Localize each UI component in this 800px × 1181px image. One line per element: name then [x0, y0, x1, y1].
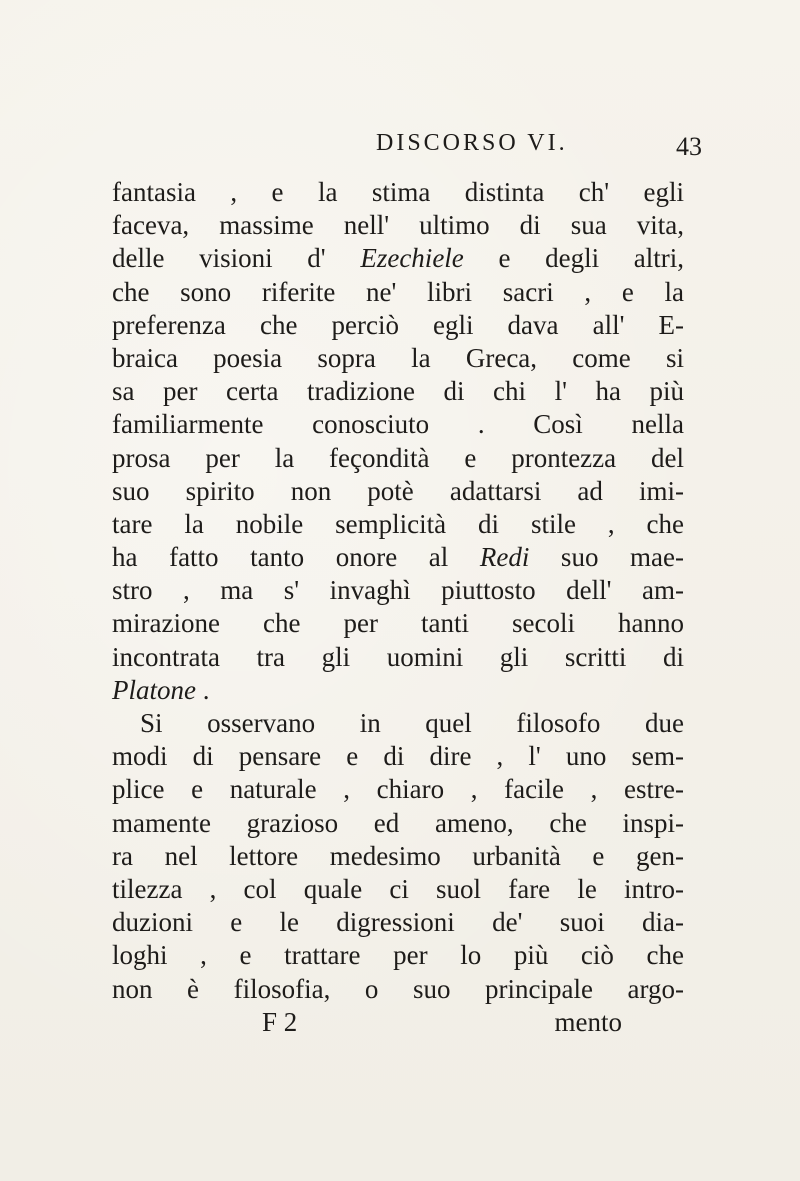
text-line: mirazione che per tanti secoli hanno	[112, 608, 684, 639]
text-line: fantasia , e la stima distinta ch' egli	[112, 177, 684, 207]
text-line	[112, 674, 684, 707]
text-line: stro , ma s' invaghì piuttosto dell' am-	[112, 575, 684, 606]
italic-name: Ezechiele	[360, 243, 464, 274]
text-run: delle visioni d'	[112, 243, 361, 274]
text-line: prosa per la feçondità e prontezza del	[112, 442, 684, 473]
text-line: sa per certa tradizione di chi l' ha più	[112, 376, 684, 407]
text-line: incontrata tra gli uomini gli scritti di	[112, 641, 684, 672]
text-run: suo mae-	[529, 542, 684, 573]
paragraph-start-line: Si osservano in quel filosofo due	[140, 708, 684, 738]
page-number: 43	[676, 132, 702, 161]
text-line: faceva, massime nell' ultimo di sua vita,	[112, 210, 684, 241]
text-line	[112, 541, 684, 574]
text-line: che sono riferite ne' libri sacri , e la	[112, 276, 684, 307]
text-run: ha fatto tanto onore al	[112, 542, 480, 573]
catchword: mento	[554, 1006, 622, 1037]
text-line: modi di pensare e di dire , l' uno sem-	[112, 741, 684, 772]
text-line: tilezza , col quale ci suol fare le intro-	[112, 873, 684, 904]
text-run: .	[195, 674, 210, 705]
text-line: braica poesia sopra la Greca, come si	[112, 342, 684, 373]
text-line: preferenza che perciò egli dava all' E-	[112, 309, 684, 340]
page-footer	[112, 1006, 684, 1039]
text-line	[112, 242, 684, 275]
text-line: suo spirito non potè adattarsi ad imi-	[112, 475, 684, 506]
text-run: e degli altri,	[463, 243, 684, 274]
text-line: plice e naturale , chiaro , facile , estre-	[112, 774, 684, 805]
text-line: non è filosofia, o suo principale argo-	[112, 973, 684, 1004]
running-head: DISCORSO VI.	[376, 130, 568, 156]
italic-name: Platone	[112, 674, 196, 705]
text-line: duzioni e le digressioni de' suoi dia-	[112, 907, 684, 938]
text-line: tare la nobile semplicità di stile , che	[112, 508, 684, 539]
page-header	[0, 128, 800, 168]
text-line: familiarmente conosciuto . Così nella	[112, 409, 684, 440]
text-line: loghi , e trattare per lo più ciò che	[112, 940, 684, 971]
text-line: mamente grazioso ed ameno, che inspi-	[112, 807, 684, 838]
signature-mark: F 2	[262, 1006, 298, 1037]
text-line: ra nel lettore medesimo urbanità e gen-	[112, 840, 684, 871]
body-text	[112, 176, 684, 1039]
italic-name: Redi	[479, 542, 530, 573]
